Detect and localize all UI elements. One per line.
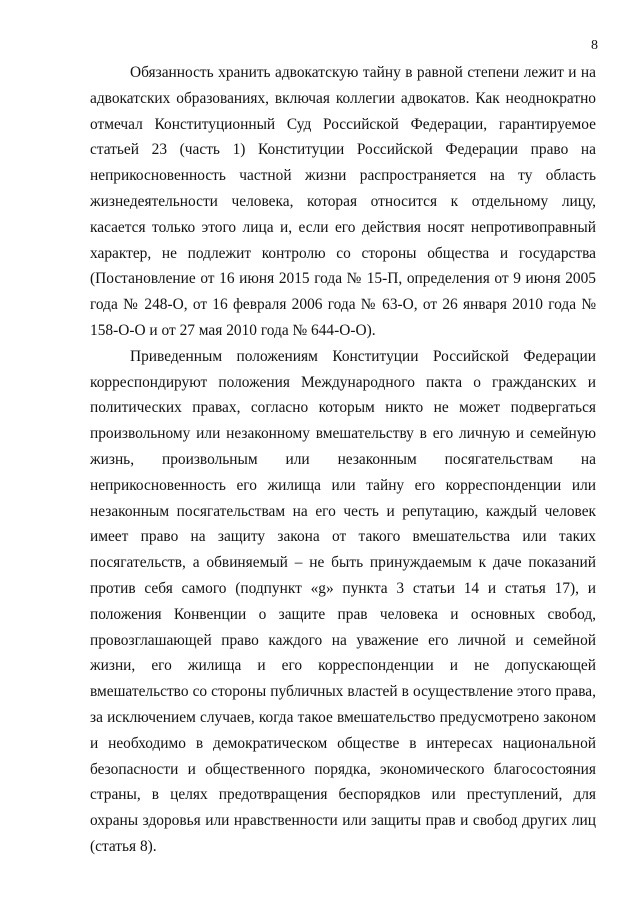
paragraph-attorney-secrecy: Обязанность хранить адвокатскую тайну в равной степени лежит и на адвокатских образованиях, включая коллегии адвокатов. Как неоднократно отмечал Конституционный Суд Российской Федерации, гарантируемое статьей 23 (часть 1) Конституции Российской Федерации право на неприкосновенность частной жизни распространяется на ту область жизнедеятельности человека, которая относится к отдельному лицу, касается только этого лица и, если его действия носят непротивоправный характер, не подлежит контролю со стороны общества и государства (Постановление от 16 июня 2015 года № 15-П, определения от 9 июня 2005 года № 248-О, от 16 февраля 2006 года № 63-О, от 26 января 2010 года № 158-О-О и от 27 мая 2010 года № 644-О-О). <box>90 64 596 339</box>
page-number: 8 <box>591 38 598 53</box>
document-body <box>90 60 596 860</box>
paragraph-international-covenant: Приведенным положениям Конституции Российской Федерации корреспондируют положения Международного пакта о гражданских и политических правах, согласно которым никто не может подвергаться произвольному или незаконному вмешательству в его личную и семейную жизнь, произвольным или незаконным посягательствам на неприкосновенность его жилища или тайну его корреспонденции или незаконным посягательствам на его честь и репутацию, каждый человек имеет право на защиту закона от такого вмешательства или таких посягательств, а обвиняемый – не быть принуждаемым к даче показаний против себя самого (подпункт «g» пункта 3 статьи 14 и статья 17), и положения Конвенции о защите прав человека и основных свобод, провозглашающей право каждого на уважение его личной и семейной жизни, его жилища и его корреспонденции и не допускающей вмешательство со стороны публичных властей в осуществление этого права, за исключением случаев, когда такое вмешательство предусмотрено законом и необходимо в демократическом обществе в интересах национальной безопасности и общественного порядка, экономического благосостояния страны, в целях предотвращения беспорядков или преступлений, для охраны здоровья или нравственности или защиты прав и свобод других лиц (статья 8). <box>90 347 596 855</box>
